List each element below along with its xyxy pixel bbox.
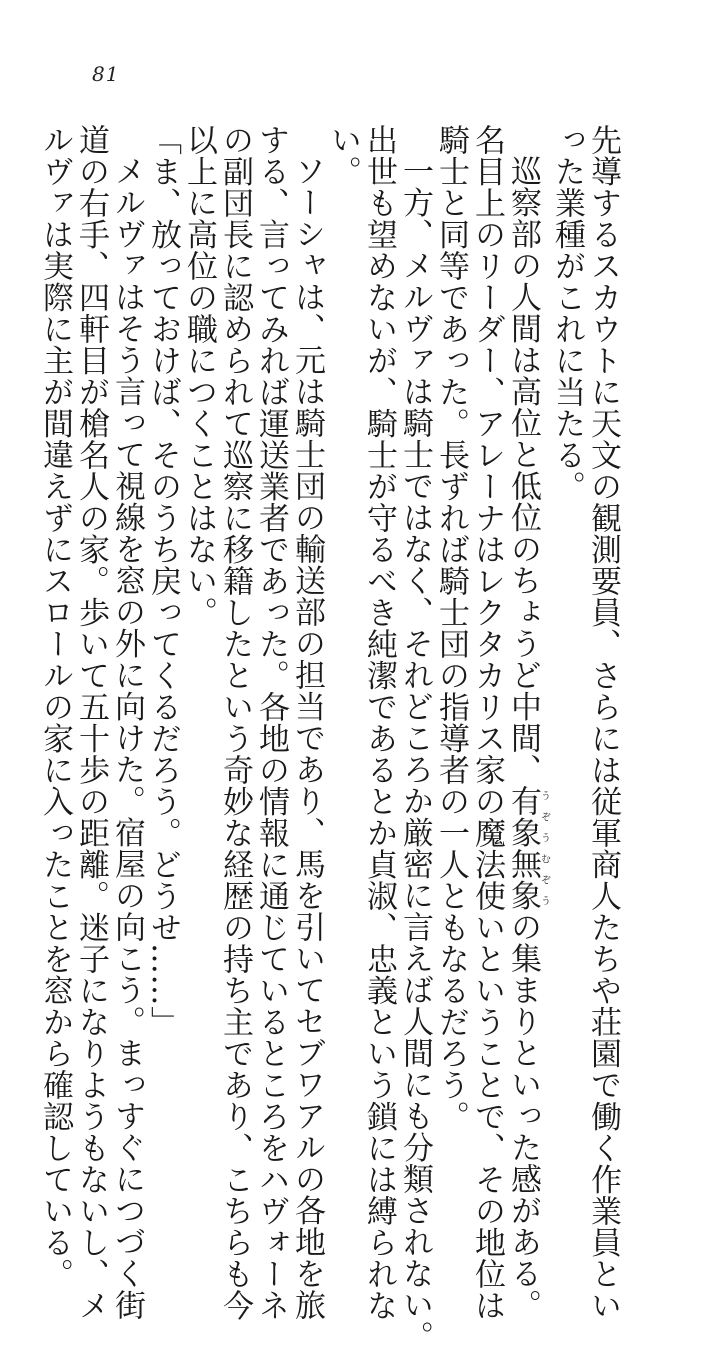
vertical-text-body <box>37 124 621 1352</box>
text-column: ルヴァは実際に主が間違えずにスロールの家に入ったことを窓から確認している。 <box>37 124 73 1290</box>
page-number: 81 <box>92 62 120 86</box>
text-column: 巡察部の人間は高位と低位のちょうど中間、有象無象うぞうむぞうの集まりといった感がある。 <box>505 155 550 1321</box>
text-column: 道の右手、四軒目が槍名人の家。歩いて五十歩の距離。迷子になりようもないし、メ <box>73 124 109 1321</box>
text-column: い。 <box>325 124 361 187</box>
text-column: 「ま、放っておけば、そのうち戻ってくるだろう。どうせ……」 <box>145 124 181 1038</box>
text-column: 名目上のリーダー、アレーナはレクタカリス家の魔法使いということで、その地位は <box>469 124 505 1321</box>
ruby-reading: うぞうむぞう <box>538 785 550 911</box>
text-column: 先導するスカウトに天文の観測要員、さらには従軍商人たちや荘園で働く作業員とい <box>585 124 621 1321</box>
text-column: った業種がこれに当たる。 <box>549 124 585 502</box>
text-column: メルヴァはそう言って視線を窓の外に向けた。宿屋の向こう。まっすぐにつづく街 <box>109 155 145 1321</box>
text-column: 以上に高位の職につくことはない。 <box>181 124 217 628</box>
text-column: する、言ってみれば運送業者であった。各地の情報に通じているところをハヴォーネ <box>253 124 289 1321</box>
text-column: の副団長に認められて巡察に移籍したという奇妙な経歴の持ち主であり、こちらも今 <box>217 124 253 1321</box>
text-column: ソーシャは、元は騎士団の輸送部の担当であり、馬を引いてセブワアルの各地を旅 <box>289 155 325 1321</box>
text-column: 一方、メルヴァは騎士ではなく、それどころか厳密に言えば人間にも分類されない。 <box>397 155 433 1352</box>
text-column: 出世も望めないが、騎士が守るべき純潔であるとか貞淑、忠義という鎖には縛られな <box>361 124 397 1321</box>
text-column: 騎士と同等であった。長ずれば騎士団の指導者の一人ともなるだろう。 <box>433 124 469 1132</box>
ruby-annotation: 有象無象うぞうむぞう <box>505 785 550 911</box>
